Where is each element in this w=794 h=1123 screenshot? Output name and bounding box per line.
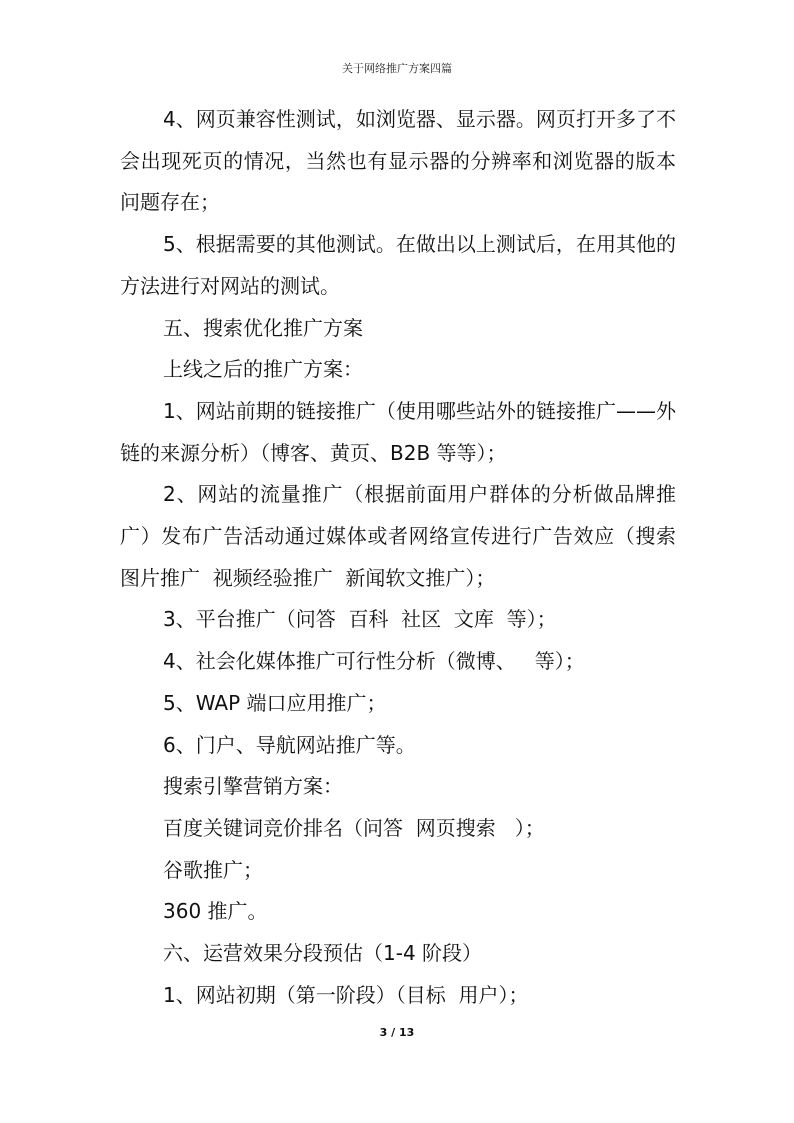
paragraph-post-launch-plan: 上线之后的推广方案： <box>163 357 363 382</box>
paragraph-sem-plan: 搜索引擎营销方案： <box>163 774 343 799</box>
list-item-baidu-bidding: 百度关键词竞价排名（问答 网页搜索 ）； <box>163 815 545 840</box>
list-item-initial-stage: 1、网站初期（第一阶段）（目标 用户）； <box>163 982 529 1007</box>
document-body <box>120 99 676 1016</box>
page-number: 3 / 13 <box>379 1026 415 1039</box>
list-item-traffic-promotion: 2、网站的流量推广（根据前面用户群体的分析做品牌推广）发布广告活动通过媒体或者网络宣传进行广告效应（搜索图片推广 视频经验推广 新闻软文推广）； <box>120 482 676 590</box>
paragraph-other-tests: 5、根据需要的其他测试。在做出以上测试后，在用其他的方法进行对网站的测试。 <box>120 232 676 298</box>
page-header: 关于网络推广方案四篇 <box>342 62 452 75</box>
list-item-wap-promotion: 5、WAP 端口应用推广； <box>163 690 387 715</box>
list-item-social-media: 4、社会化媒体推广可行性分析（微博、 等）； <box>163 649 585 674</box>
list-item-link-promotion: 1、网站前期的链接推广（使用哪些站外的链接推广——外链的来源分析）（博客、黄页、B2B 等等）； <box>120 398 676 465</box>
section-heading-operation-estimate: 六、运营效果分段预估（1-4 阶段） <box>163 941 483 966</box>
list-item-360-promotion: 360 推广。 <box>163 899 268 924</box>
paragraph-compatibility-test: 4、网页兼容性测试，如浏览器、显示器。网页打开多了不会出现死页的情况，当然也有显示器的分辨率和浏览器的版本问题存在； <box>120 107 676 215</box>
section-heading-search-optimization: 五、搜索优化推广方案 <box>163 315 363 340</box>
list-item-google-promotion: 谷歌推广； <box>163 857 263 882</box>
list-item-portal-promotion: 6、门户、导航网站推广等。 <box>163 732 416 757</box>
list-item-platform-promotion: 3、平台推广（问答 百科 社区 文库 等）； <box>163 607 557 632</box>
